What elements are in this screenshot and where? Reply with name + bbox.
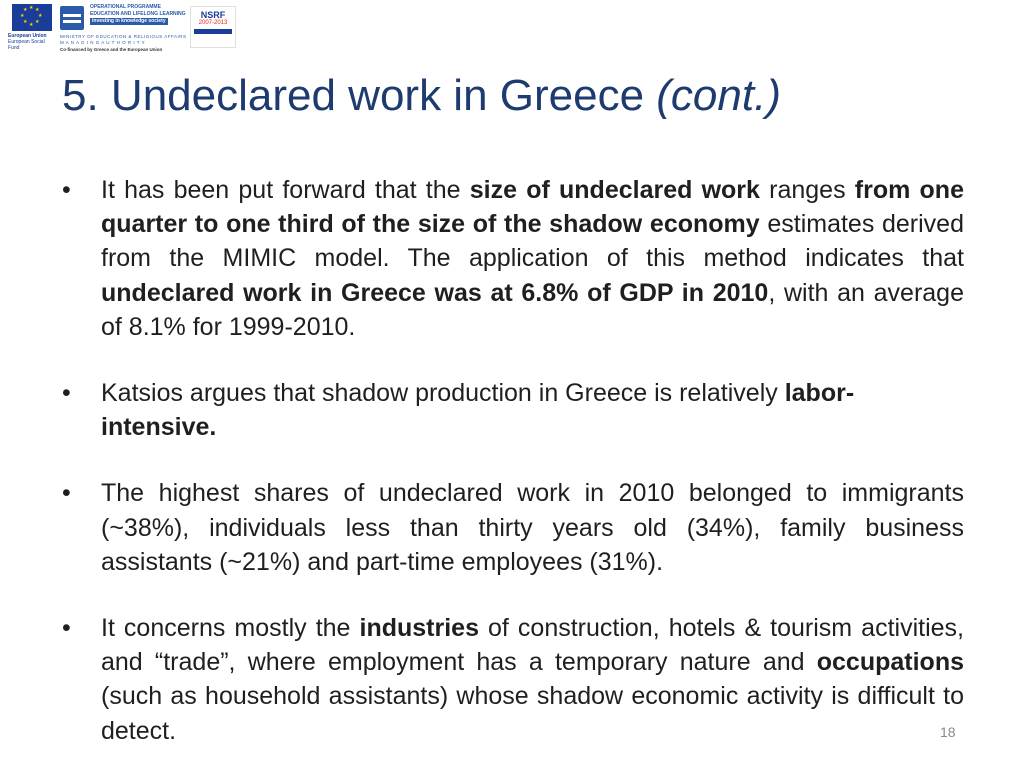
op-line2: EDUCATION AND LIFELONG LEARNING [90, 11, 186, 17]
nsrf-logo [190, 6, 236, 48]
bullet-list [62, 173, 964, 748]
bullet-bold: labor-intensive. [101, 379, 855, 442]
slide-title-suffix: (cont.) [656, 71, 781, 120]
op-emblem-icon [60, 6, 84, 30]
eu-flag-icon: ★ ★ ★ ★ ★ ★ ★ ★ [12, 4, 52, 31]
bullet-bold: size of undeclared work [469, 176, 760, 204]
bullet-text: , with an average of 8.1% for 1999-2010. [101, 278, 964, 341]
op-ministry [60, 34, 187, 46]
eu-logo [8, 4, 56, 51]
bullet-text: It has been put forward that the [101, 176, 470, 204]
bullet-bold: from one quarter to one third of the size of the shadow economy [101, 176, 964, 239]
bullet-bold: industries [359, 614, 479, 643]
eu-label-line2: European Social Fund [8, 39, 45, 51]
bullet-text: ranges [759, 176, 855, 204]
bullet-text: estimates derived from the MIMIC model. The application of this method indicates that [101, 210, 964, 273]
page-number: 18 [940, 724, 956, 740]
bullet-bold: occupations [816, 648, 964, 677]
op-ministry-line2: M A N A G I N G A U T H O R I T Y [60, 40, 146, 45]
bullet-text: It concerns mostly the [101, 614, 360, 643]
bullet-text: The highest shares of undeclared work in 2010 belonged to immigrants (~38%), individuals less than thirty years old (34%), family business assistants (~21%) and part-time employees (31%). [101, 479, 964, 576]
nsrf-bar [194, 29, 232, 34]
bullet-item [62, 173, 964, 344]
eu-label [8, 33, 56, 51]
op-line3: investing in knowledge society [92, 18, 166, 24]
cofinanced-text: Co-financed by Greece and the European Union [60, 47, 163, 52]
bullet-text: Katsios argues that shadow production in Greece is relatively [101, 379, 785, 408]
bullet-text: of construction, hotels & tourism activities, and “trade”, where employment has a temporary nature and [101, 614, 964, 677]
nsrf-title: NSRF [200, 10, 226, 20]
op-text [90, 4, 186, 25]
bullet-item [62, 476, 964, 579]
bullet-text: (such as household assistants) whose shadow economic activity is difficult to detect. [101, 682, 964, 745]
op-ministry-line1: MINISTRY OF EDUCATION & RELIGIOUS AFFAIRS [60, 34, 187, 39]
bullet-item [62, 611, 964, 748]
slide-title-main: 5. Undeclared work in Greece [62, 71, 657, 120]
op-line1: OPERATIONAL PROGRAMME [90, 4, 161, 10]
nsrf-years: 2007-2013 [198, 20, 228, 26]
slide-title [62, 68, 781, 124]
eu-label-line1: European Union [8, 33, 47, 39]
bullet-bold: undeclared work in Greece was at 6.8% of GDP in 2010 [101, 278, 769, 307]
bullet-item [62, 376, 964, 444]
